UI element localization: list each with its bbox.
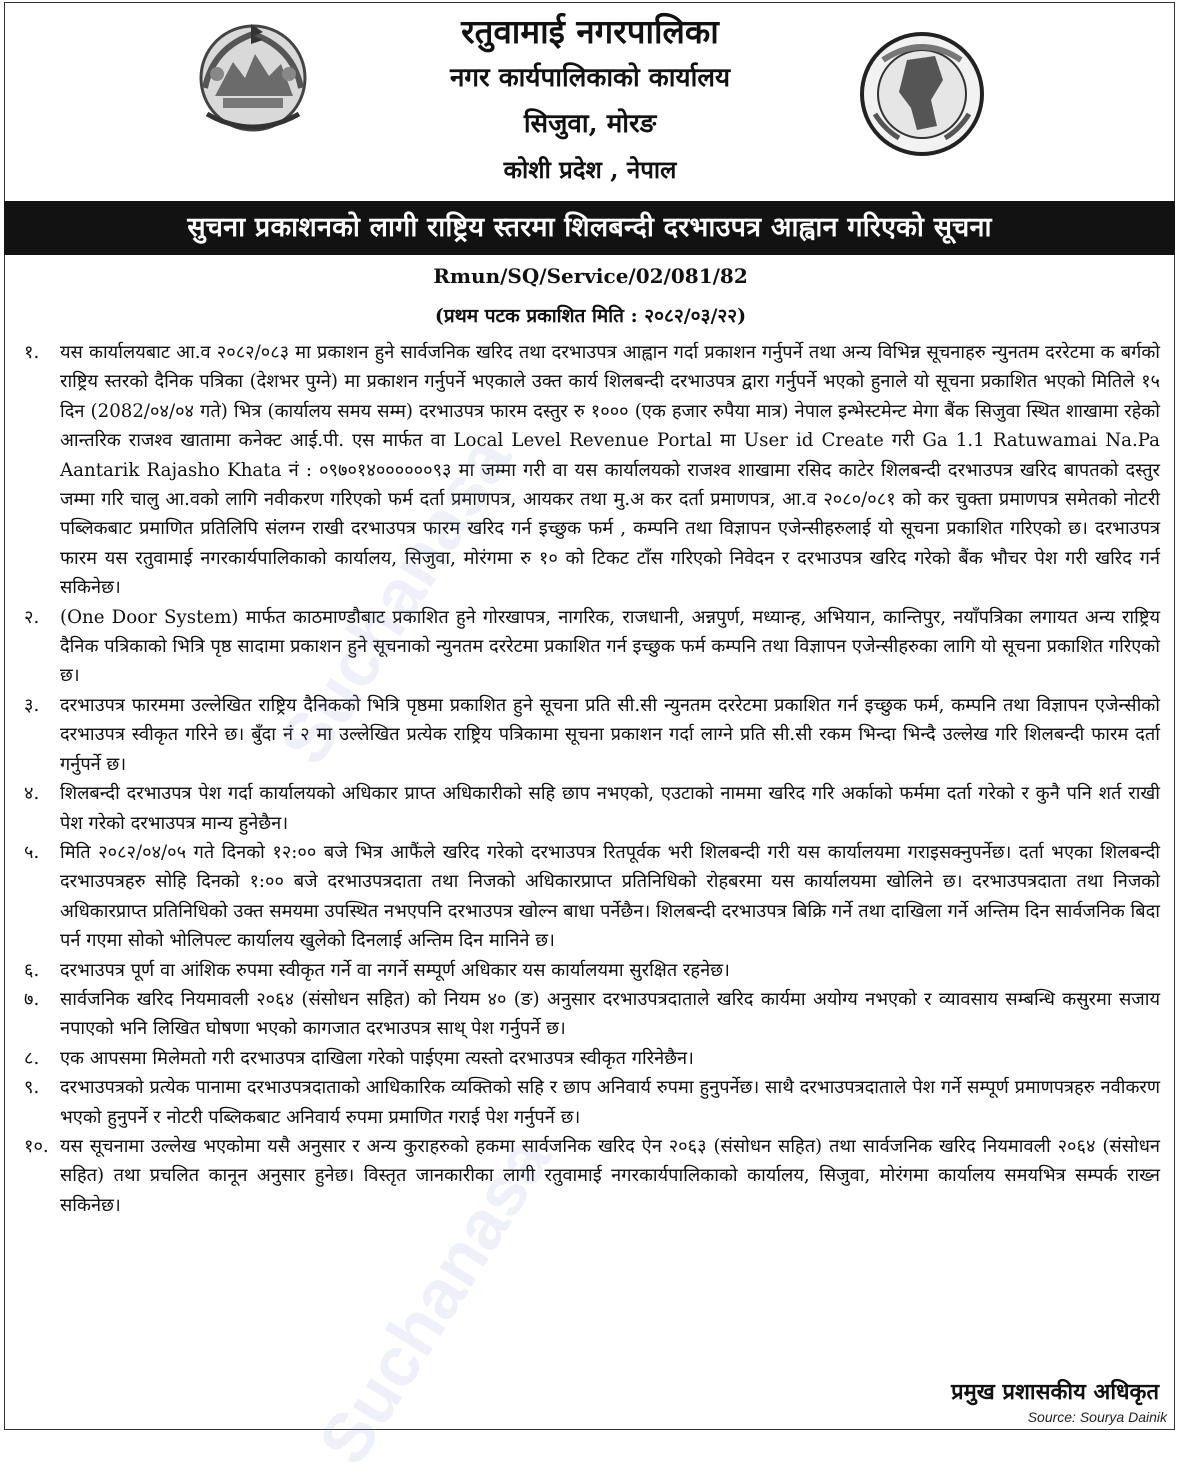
list-item: [24, 691, 1160, 779]
signatory-title: प्रमुख प्रशासकीय अधिकृत: [951, 1379, 1159, 1405]
item-number: ७.: [24, 988, 40, 1010]
watermark-logo: Suchanasa: [303, 1122, 566, 1478]
source-credit: Source: Sourya Dainik: [1027, 1409, 1167, 1425]
list-item: [24, 603, 1160, 691]
list-item: [24, 1044, 1160, 1073]
municipality-seal-icon: [855, 30, 989, 158]
notice-title-banner: सुचना प्रकाशनको लागी राष्ट्रिय स्तरमा शिलबन्दी दरभाउपत्र आह्वान गरिएको सूचना: [4, 201, 1175, 255]
item-text: दरभाउपत्र पूर्ण वा आंशिक रुपमा स्वीकृत गर्ने वा नगर्ने सम्पूर्ण अधिकार यस कार्यालयमा सुरक्षित रहनेछ।: [60, 959, 730, 981]
item-text: (One Door System) मार्फत काठमाण्डौबाट प्रकाशित हुने गोरखापत्र, नागरिक, राजधानी, अन्नपुर्ण, मध्यान्ह, अभियान, कान्तिपुर, नयाँपत्रिका लगायत अन्य राष्ट्रिय दैनिक पत्रिकाको भित्रि पृष्ठ सादामा प्रकाशन हुने सूचनाको न्युनतम दररेटमा प्रकाशित गर्न इच्छुक फर्म कम्पनि तथा विज्ञापन एजेन्सीहरुका लागि यो सूचना प्रकाशित गरिएको छ।: [60, 606, 1160, 687]
reference-number: Rmun/SQ/Service/02/081/82: [433, 264, 748, 288]
office-location: सिजुवा, मोरङ: [523, 109, 657, 139]
watermark-logo: Suchanasa: [263, 422, 526, 778]
item-text: यस कार्यालयबाट आ.व २०८२/०८३ मा प्रकाशन हुने सार्वजनिक खरिद तथा दरभाउपत्र आह्वान गर्दा प्रकाशन गर्नुपर्ने तथा अन्य विभिन्न सूचनाहरु न्युनतम दररेटमा क बर्गको राष्ट्रिय स्तरको दैनिक पत्रिका (देशभर पुग्ने) मा प्रकाशन गर्नुपर्ने भएकाले उक्त कार्य शिलबन्दी दरभाउपत्र द्वारा गर्नुपर्ने भएको हुनाले यो सूचना प्रकाशित भएको मितिले १५ दिन (2082/०४/०४ गते) भित्र (कार्यालय समय सम्म) दरभाउपत्र फारम दस्तुर रु १००० (एक हजार रुपैया मात्र) नेपाल इन्भेस्टमेन्ट मेगा बैंक सिजुवा स्थित शाखामा रहेको आन्तरिक राजश्व खातामा कनेक्ट आई.पी. एस मार्फत वा Local Level Revenue Portal मा User id Create गरी Ga 1.1 Ratuwamai Na.Pa Aantarik Rajasho Khata नं : ०९७०१४००००००९३ मा जम्मा गरी वा यस कार्यालयको राजश्व शाखामा रसिद काटेर शिलबन्दी दरभाउपत्र खरिद बापतको दस्तुर जम्मा गरि चालु आ.वको लागि नवीकरण गरिएको फर्म दर्ता प्रमाणपत्र, आयकर तथा मु.अ कर दर्ता प्रमाणपत्र, आ.व २०८०/०८१ को कर चुक्ता प्रमाणपत्र समेतको नोटरी पब्लिकबाट प्रमाणित प्रतिलिपि संलग्न राखी दरभाउपत्र फारम खरिद गर्न इच्छुक फर्म , कम्पनि तथा विज्ञापन एजेन्सीहरुलाई यो सूचना प्रकाशित गरिएको छ। दरभाउपत्र फारम यस रतुवामाई नगरकार्यपालिकाको कार्यालय, सिजुवा, मोरंगमा रु १० को टिकट टाँस गरिएको निवेदन र दरभाउपत्र खरिद गरेको बैंक भौचर पेश गरी खरिद गर्न सकिनेछ।: [60, 342, 1160, 599]
item-number: २.: [24, 606, 40, 628]
list-item: [24, 956, 1160, 985]
item-number: १०.: [24, 1135, 49, 1157]
nepal-emblem-icon: [193, 18, 313, 136]
item-number: ५.: [24, 841, 40, 863]
office-name: नगर कार्यपालिकाको कार्यालय: [449, 63, 731, 93]
item-text: सार्वजनिक खरिद नियमावली २०६४ (संसोधन सहित) को नियम ४० (ङ) अनुसार दरभाउपत्रदाताले खरिद कार्यमा अयोग्य नभएको र व्यावसाय सम्बन्धि कसुरमा सजाय नपाएको भनि लिखित घोषणा भएको कागजात दरभाउपत्र साथ् पेश गर्नुपर्ने छ।: [60, 988, 1160, 1040]
first-published-date: (प्रथम पटक प्रकाशित मिति : २०८२/०३/२२): [434, 305, 747, 327]
item-number: ९.: [24, 1077, 40, 1099]
item-text: शिलबन्दी दरभाउपत्र पेश गर्दा कार्यालयको अधिकार प्राप्त अधिकारीको सहि छाप नभएको, एउटाको नाममा खरिद गरि अर्काको फर्ममा दर्ता गरेको र कुनै पनि शर्त राखी पेश गरेको दरभाउपत्र मान्य हुनेछैन।: [60, 783, 1160, 834]
header: [0, 0, 1181, 198]
item-number: ६.: [24, 959, 40, 981]
list-item: [24, 779, 1160, 838]
item-number: ३.: [24, 694, 40, 716]
list-item: [24, 838, 1160, 956]
item-text: दरभाउपत्रको प्रत्येक पानामा दरभाउपत्रदाताको आधिकारिक व्यक्तिको सहि र छाप अनिवार्य रुपमा हुनुपर्नेछ। साथै दरभाउपत्रदाताले पेश गर्ने सम्पूर्ण प्रमाणपत्रहरु नवीकरण भएको हुनुपर्ने र नोटरी पब्लिकबाट अनिवार्य रुपमा प्रमाणित गराई पेश गर्नुपर्ने छ।: [60, 1077, 1160, 1128]
item-number: १.: [24, 342, 40, 363]
item-text: दरभाउपत्र फारममा उल्लेखित राष्ट्रिय दैनिकको भित्रि पृष्ठमा प्रकाशित हुने सूचना प्रति सी.सी न्युनतम दररेटमा प्रकाशित गर्न इच्छुक फर्म, कम्पनि तथा विज्ञापन एजेन्सीको दरभाउपत्र स्वीकृत गरिने छ। बुँदा नं २ मा उल्लेखित प्रत्येक राष्ट्रिय पत्रिकामा सूचना प्रकाशन गर्दा लाग्ने प्रति सी.सी रकम भिन्दा भिन्दै उल्लेख गरि शिलबन्दी फारम दर्ता गर्नुपर्ने छ।: [60, 694, 1160, 775]
item-number: ४.: [24, 783, 40, 805]
item-text: एक आपसमा मिलेमतो गरी दरभाउपत्र दाखिला गरेको पाईएमा त्यस्तो दरभाउपत्र स्वीकृत गरिनेछैन।: [60, 1047, 694, 1069]
list-item: [24, 1073, 1160, 1132]
list-item: [24, 985, 1160, 1044]
item-text: मिति २०८२/०४/०५ गते दिनको १२:०० बजे भित्र आफैंले खरिद गरेको दरभाउपत्र रितपूर्वक भरी शिलबन्दी गरी यस कार्यालयमा गराइसक्नुपर्नेछ। दर्ता भएका शिलबन्दी दरभाउपत्रहरु सोहि दिनको १:०० बजे दरभाउपत्रदाता तथा निजको अधिकारप्राप्त प्रतिनिधिको रोहबरमा यस कार्यालयमा खोलिने छ। दरभाउपत्रदाता तथा निजको अधिकारप्राप्त प्रतिनिधिको उक्त समयमा उपस्थित नभएपनि दरभाउपत्र खोल्न बाधा पर्नेछैन। शिलबन्दी दरभाउपत्र बिक्रि गर्ने तथा दाखिला गर्ने अन्तिम दिन सार्वजनिक बिदा पर्न गएमा सोको भोलिपल्ट कार्यालय खुलेको दिनलाई अन्तिम दिन मानिने छ।: [60, 841, 1160, 952]
list-item: [24, 1132, 1160, 1220]
province-name: कोशी प्रदेश , नेपाल: [503, 155, 677, 184]
municipality-name: रतुवामाई नगरपालिका: [461, 12, 719, 51]
list-item: [24, 338, 1160, 603]
item-number: ८.: [24, 1047, 40, 1069]
notice-body: [24, 338, 1160, 1220]
item-text: यस सूचनामा उल्लेख भएकोमा यसै अनुसार र अन्य कुराहरुको हकमा सार्वजनिक खरिद ऐन २०६३ (संसोधन सहित) तथा सार्वजनिक खरिद नियमावली २०६४ (संसोधन सहित) तथा प्रचलित कानून अनुसार हुनेछ। विस्तृत जानकारीका लागी रतुवामाई नगरकार्यपालिकाको कार्यालय, सिजुवा, मोरंगमा कार्यालय समयभित्र सम्पर्क राख्न सकिनेछ।: [60, 1135, 1160, 1216]
